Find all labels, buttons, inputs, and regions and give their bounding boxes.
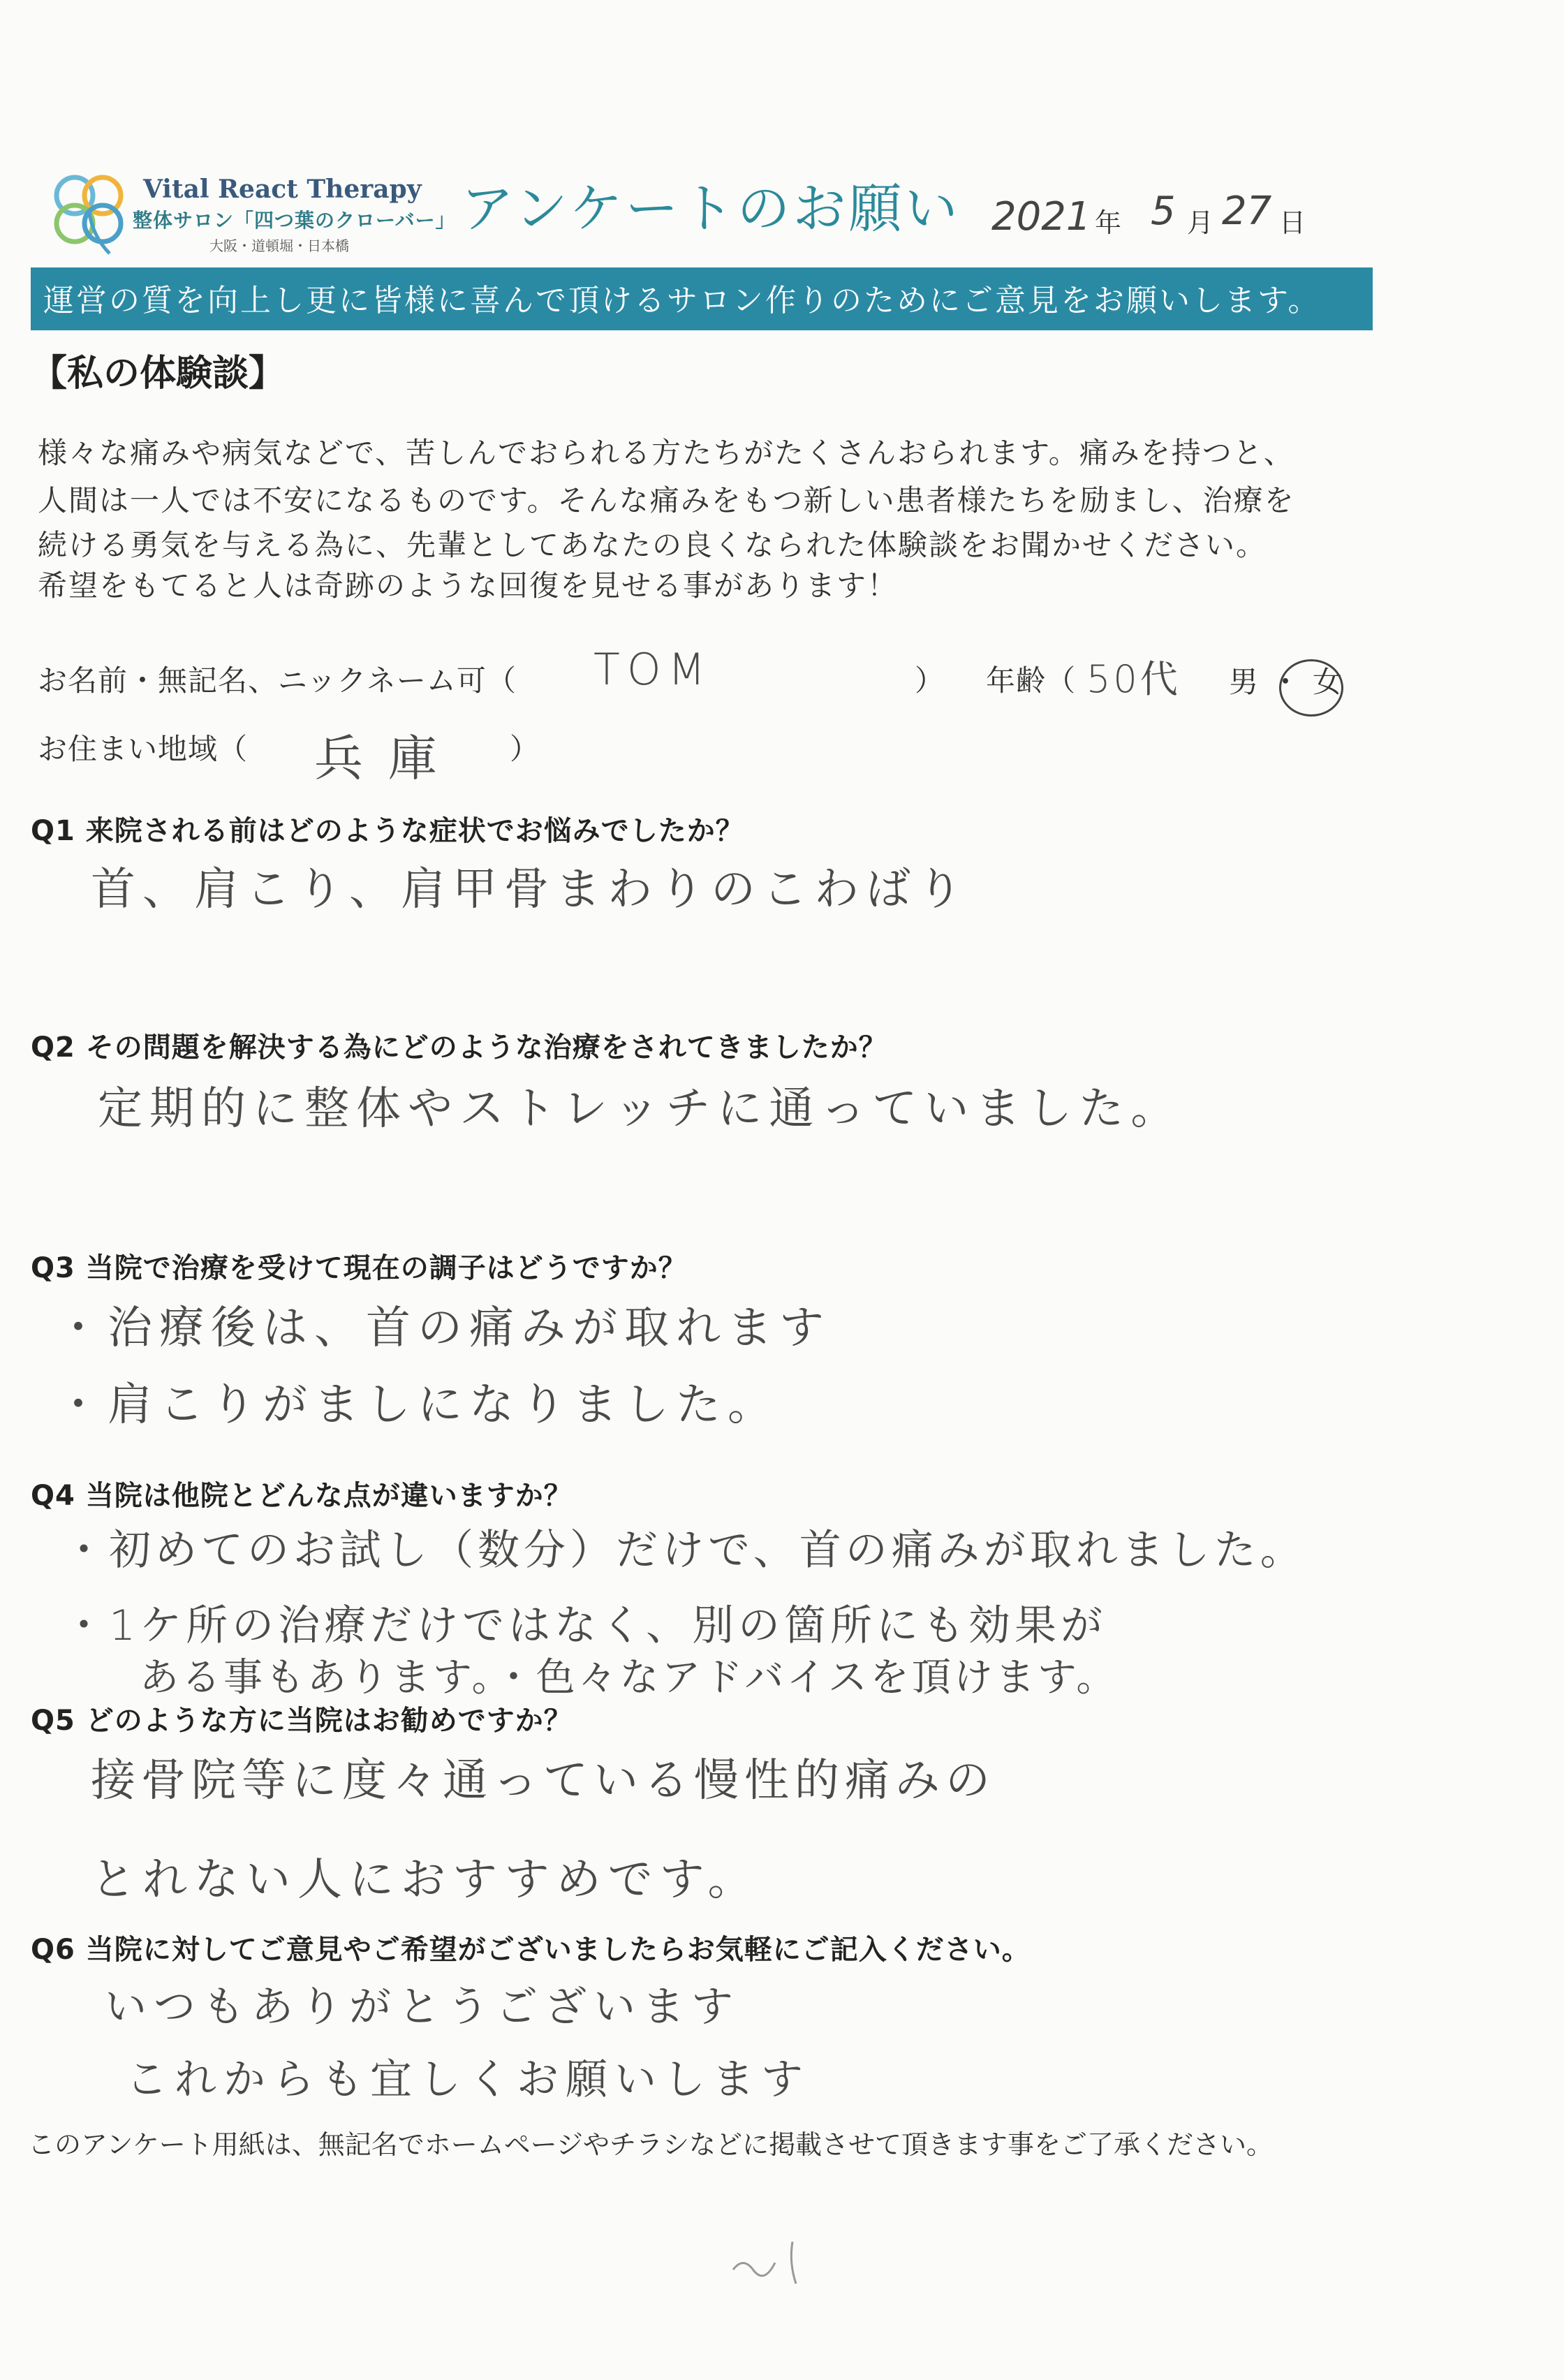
question-3-label: Q3 当院で治療を受けて現在の調子はどうですか？ [31, 1252, 687, 1284]
question-4-label: Q4 当院は他院とどんな点が違いますか？ [31, 1480, 573, 1512]
question-5-label: Q5 どのような方に当院はお勧めですか？ [31, 1705, 573, 1737]
question-3-answer-line[interactable]: ・治療後は、首の痛みが取れます [56, 1302, 831, 1354]
name-label: お名前・無記名、ニックネーム可（ [38, 663, 517, 698]
question-4-answer-line[interactable]: ・1ケ所の治療だけではなく、別の箇所にも効果が [63, 1601, 1107, 1650]
intro-line: 人間は一人では不安になるものです。そんな痛みをもつ新しい患者様たちを励まし、治療を [38, 483, 1295, 517]
question-4-answer-line[interactable]: ・初めてのお試し（数分）だけで、首の痛みが取れました。 [63, 1526, 1306, 1575]
question-1-answer[interactable]: 首、肩こり、肩甲骨まわりのこわばり [91, 864, 969, 916]
clover-logo-icon [43, 166, 134, 257]
intro-line: 希望をもてると人は奇跡のような回復を見せる事があります！ [38, 568, 899, 603]
question-6-answer-line[interactable]: いつもありがとうございます [105, 1983, 740, 2032]
name-close: ） [915, 663, 945, 698]
area-close: ） [510, 732, 540, 766]
question-2-label: Q2 その問題を解決する為にどのような治療をされてきましたか？ [31, 1031, 887, 1064]
question-6-answer-line[interactable]: これからも宜しくお願いします [126, 2055, 810, 2104]
form-title: アンケートのお願い [461, 177, 961, 240]
logo-brand: Vital React Therapy [143, 175, 422, 204]
date-day-value: 27 [1222, 189, 1272, 234]
date-day-unit: 日 [1279, 207, 1306, 238]
age-label: 年齢（ [986, 663, 1077, 698]
name-value[interactable]: TOM [593, 644, 713, 695]
area-label: お住まい地域（ [38, 732, 249, 766]
footnote: このアンケート用紙は、無記名でホームページやチラシなどに掲載させて頂きます事をご了承ください。 [28, 2129, 1273, 2160]
area-value[interactable]: 兵庫 [314, 730, 462, 787]
question-2-answer[interactable]: 定期的に整体やストレッチに通っていました。 [98, 1083, 1183, 1135]
question-5-answer-line[interactable]: 接骨院等に度々通っている慢性的痛みの [91, 1755, 996, 1807]
intro-line: 続ける勇気を与える為に、先輩としてあなたの良くなられた体験談をお聞かせください。 [38, 528, 1267, 562]
gender-options: 男・女 [1229, 665, 1355, 699]
question-3-answer-line[interactable]: ・肩こりがましになりました。 [56, 1379, 779, 1431]
question-6-label: Q6 当院に対してご意見やご希望がございましたらお気軽にご記入ください。 [31, 1934, 1031, 1966]
pen-scribble-icon [726, 2228, 824, 2291]
date-year-unit: 年 [1095, 207, 1122, 238]
date-month-unit: 月 [1187, 207, 1214, 238]
logo-location: 大阪・道頓堀・日本橋 [209, 237, 349, 254]
question-1-label: Q1 来院される前はどのような症状でお悩みでしたか？ [31, 815, 744, 847]
banner-text: 運営の質を向上し更に皆様に喜んで頂けるサロン作りのためにご意見をお願いします。 [43, 283, 1321, 318]
date-year-value: 2021 [991, 194, 1091, 240]
logo-salon-name: 整体サロン「四つ葉のクローバー」 [133, 209, 456, 232]
gender-selected-circle[interactable] [1279, 659, 1343, 717]
question-4-answer-line[interactable]: ある事もあります。・色々なアドバイスを頂けます。 [140, 1655, 1119, 1700]
question-5-answer-line[interactable]: とれない人におすすめです。 [91, 1854, 760, 1906]
intro-line: 様々な痛みや病気などで、苦しんでおられる方たちがたくさんおられます。痛みを持つと、 [38, 436, 1294, 470]
section-title: 【私の体験談】 [31, 353, 286, 395]
date-month-value: 5 [1151, 189, 1176, 234]
age-value[interactable]: 50代 [1086, 657, 1181, 701]
